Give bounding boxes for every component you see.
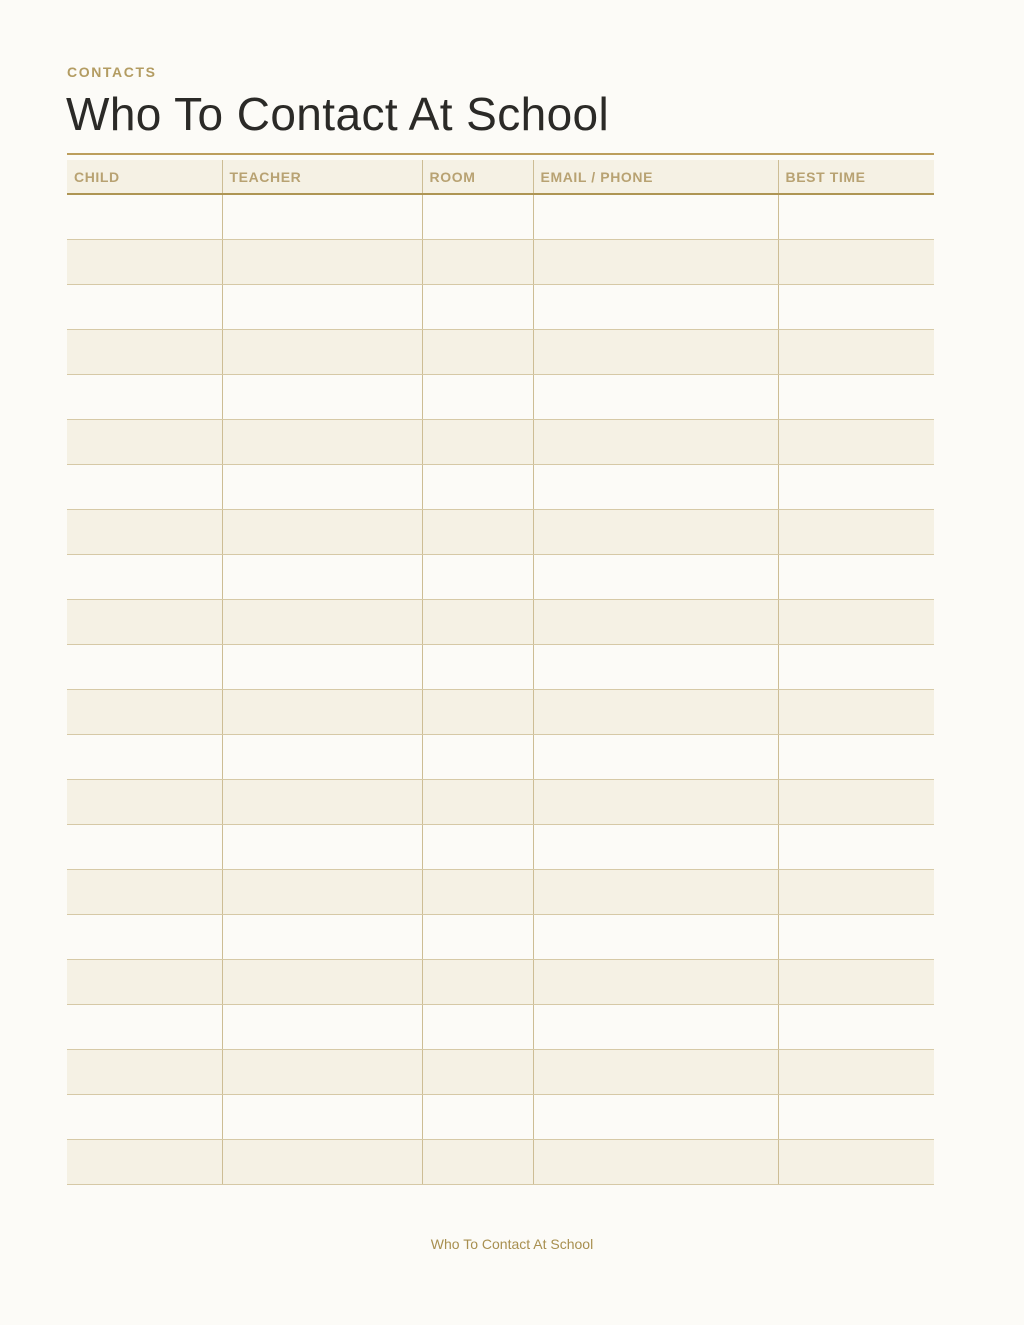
table-row <box>67 869 934 914</box>
column-header-child: CHILD <box>67 160 222 194</box>
table-cell-child[interactable] <box>67 1004 222 1049</box>
table-cell-room[interactable] <box>422 509 533 554</box>
table-cell-email-phone[interactable] <box>533 734 778 779</box>
table-cell-teacher[interactable] <box>222 1094 422 1139</box>
table-cell-email-phone[interactable] <box>533 644 778 689</box>
table-cell-best-time[interactable] <box>778 689 934 734</box>
table-cell-best-time[interactable] <box>778 329 934 374</box>
table-cell-best-time[interactable] <box>778 509 934 554</box>
table-cell-best-time[interactable] <box>778 1049 934 1094</box>
table-cell-email-phone[interactable] <box>533 599 778 644</box>
table-row <box>67 1049 934 1094</box>
table-cell-child[interactable] <box>67 509 222 554</box>
table-cell-teacher[interactable] <box>222 374 422 419</box>
table-cell-room[interactable] <box>422 1049 533 1094</box>
table-cell-email-phone[interactable] <box>533 689 778 734</box>
table-cell-best-time[interactable] <box>778 419 934 464</box>
table-cell-room[interactable] <box>422 824 533 869</box>
page-title: Who To Contact At School <box>66 88 610 140</box>
table-cell-room[interactable] <box>422 239 533 284</box>
table-cell-room[interactable] <box>422 464 533 509</box>
table-cell-teacher[interactable] <box>222 194 422 239</box>
table-cell-child[interactable] <box>67 419 222 464</box>
table-row <box>67 509 934 554</box>
table-cell-room[interactable] <box>422 374 533 419</box>
table-cell-child[interactable] <box>67 824 222 869</box>
table-cell-best-time[interactable] <box>778 554 934 599</box>
table-row <box>67 554 934 599</box>
table-cell-email-phone[interactable] <box>533 824 778 869</box>
table-cell-teacher[interactable] <box>222 329 422 374</box>
table-cell-best-time[interactable] <box>778 959 934 1004</box>
table-cell-email-phone[interactable] <box>533 914 778 959</box>
table-row <box>67 284 934 329</box>
table-cell-child[interactable] <box>67 194 222 239</box>
table-cell-room[interactable] <box>422 869 533 914</box>
table-cell-best-time[interactable] <box>778 644 934 689</box>
table-cell-teacher[interactable] <box>222 509 422 554</box>
table-cell-child[interactable] <box>67 644 222 689</box>
table-row <box>67 824 934 869</box>
table-cell-room[interactable] <box>422 734 533 779</box>
title-divider <box>67 153 934 155</box>
table-cell-teacher[interactable] <box>222 869 422 914</box>
table-cell-email-phone[interactable] <box>533 464 778 509</box>
table-cell-best-time[interactable] <box>778 239 934 284</box>
table-cell-email-phone[interactable] <box>533 239 778 284</box>
section-eyebrow: CONTACTS <box>67 64 157 80</box>
column-header-teacher: TEACHER <box>222 160 422 194</box>
table-cell-teacher[interactable] <box>222 914 422 959</box>
table-cell-room[interactable] <box>422 959 533 1004</box>
table-cell-child[interactable] <box>67 869 222 914</box>
table-cell-teacher[interactable] <box>222 959 422 1004</box>
table-cell-room[interactable] <box>422 329 533 374</box>
table-cell-email-phone[interactable] <box>533 1049 778 1094</box>
table-cell-room[interactable] <box>422 194 533 239</box>
table-cell-room[interactable] <box>422 284 533 329</box>
table-cell-room[interactable] <box>422 419 533 464</box>
table-cell-child[interactable] <box>67 779 222 824</box>
table-row <box>67 914 934 959</box>
table-cell-best-time[interactable] <box>778 194 934 239</box>
table-cell-teacher[interactable] <box>222 1139 422 1184</box>
table-cell-child[interactable] <box>67 689 222 734</box>
table-cell-teacher[interactable] <box>222 824 422 869</box>
table-cell-child[interactable] <box>67 1139 222 1184</box>
table-cell-email-phone[interactable] <box>533 1139 778 1184</box>
table-cell-teacher[interactable] <box>222 419 422 464</box>
table-cell-best-time[interactable] <box>778 869 934 914</box>
table-cell-email-phone[interactable] <box>533 419 778 464</box>
table-row <box>67 959 934 1004</box>
table-row <box>67 599 934 644</box>
table-row <box>67 464 934 509</box>
table-row <box>67 779 934 824</box>
table-cell-room[interactable] <box>422 914 533 959</box>
table-cell-best-time[interactable] <box>778 374 934 419</box>
table-cell-email-phone[interactable] <box>533 959 778 1004</box>
table-cell-child[interactable] <box>67 464 222 509</box>
page-footer: Who To Contact At School <box>430 1236 594 1252</box>
table-cell-room[interactable] <box>422 554 533 599</box>
table-cell-best-time[interactable] <box>778 824 934 869</box>
table-cell-best-time[interactable] <box>778 734 934 779</box>
table-cell-child[interactable] <box>67 1094 222 1139</box>
table-cell-child[interactable] <box>67 329 222 374</box>
table-row <box>67 644 934 689</box>
table-cell-email-phone[interactable] <box>533 779 778 824</box>
column-header-best-time: BEST TIME <box>778 160 934 194</box>
table-cell-teacher[interactable] <box>222 734 422 779</box>
column-header-email-phone: EMAIL / PHONE <box>533 160 778 194</box>
table-cell-teacher[interactable] <box>222 644 422 689</box>
table-cell-email-phone[interactable] <box>533 554 778 599</box>
table-row <box>67 329 934 374</box>
table-cell-room[interactable] <box>422 1094 533 1139</box>
table-row <box>67 374 934 419</box>
table-cell-best-time[interactable] <box>778 464 934 509</box>
table-cell-teacher[interactable] <box>222 554 422 599</box>
table-cell-best-time[interactable] <box>778 1004 934 1049</box>
table-cell-child[interactable] <box>67 959 222 1004</box>
table-cell-best-time[interactable] <box>778 599 934 644</box>
table-cell-teacher[interactable] <box>222 1049 422 1094</box>
table-body <box>67 194 934 1184</box>
table-cell-child[interactable] <box>67 554 222 599</box>
table-cell-email-phone[interactable] <box>533 1094 778 1139</box>
table-cell-email-phone[interactable] <box>533 1004 778 1049</box>
table-row <box>67 419 934 464</box>
table-cell-email-phone[interactable] <box>533 194 778 239</box>
table-cell-teacher[interactable] <box>222 689 422 734</box>
table-cell-best-time[interactable] <box>778 1139 934 1184</box>
table-cell-best-time[interactable] <box>778 1094 934 1139</box>
table-cell-room[interactable] <box>422 644 533 689</box>
table-cell-email-phone[interactable] <box>533 869 778 914</box>
table-header <box>67 160 934 194</box>
table-row <box>67 1004 934 1049</box>
table-cell-email-phone[interactable] <box>533 329 778 374</box>
table-cell-teacher[interactable] <box>222 284 422 329</box>
table-cell-best-time[interactable] <box>778 779 934 824</box>
table-row <box>67 1139 934 1184</box>
table-cell-child[interactable] <box>67 1049 222 1094</box>
table-cell-child[interactable] <box>67 374 222 419</box>
table-cell-child[interactable] <box>67 734 222 779</box>
table-cell-teacher[interactable] <box>222 239 422 284</box>
column-header-room: ROOM <box>422 160 533 194</box>
table-cell-room[interactable] <box>422 779 533 824</box>
table-cell-teacher[interactable] <box>222 599 422 644</box>
table-cell-best-time[interactable] <box>778 914 934 959</box>
table-cell-room[interactable] <box>422 599 533 644</box>
table-cell-room[interactable] <box>422 1139 533 1184</box>
table-cell-child[interactable] <box>67 239 222 284</box>
contacts-table <box>67 160 934 1185</box>
table-cell-email-phone[interactable] <box>533 284 778 329</box>
table-row <box>67 194 934 239</box>
table-cell-child[interactable] <box>67 914 222 959</box>
table-cell-teacher[interactable] <box>222 1004 422 1049</box>
table-row <box>67 1094 934 1139</box>
table-cell-child[interactable] <box>67 284 222 329</box>
table-cell-teacher[interactable] <box>222 779 422 824</box>
table-row <box>67 689 934 734</box>
table-cell-room[interactable] <box>422 689 533 734</box>
table-cell-teacher[interactable] <box>222 464 422 509</box>
table-cell-best-time[interactable] <box>778 284 934 329</box>
table-cell-room[interactable] <box>422 1004 533 1049</box>
table-cell-email-phone[interactable] <box>533 509 778 554</box>
table-cell-child[interactable] <box>67 599 222 644</box>
table-header-row <box>67 160 934 194</box>
table-cell-email-phone[interactable] <box>533 374 778 419</box>
table-row <box>67 239 934 284</box>
table-row <box>67 734 934 779</box>
